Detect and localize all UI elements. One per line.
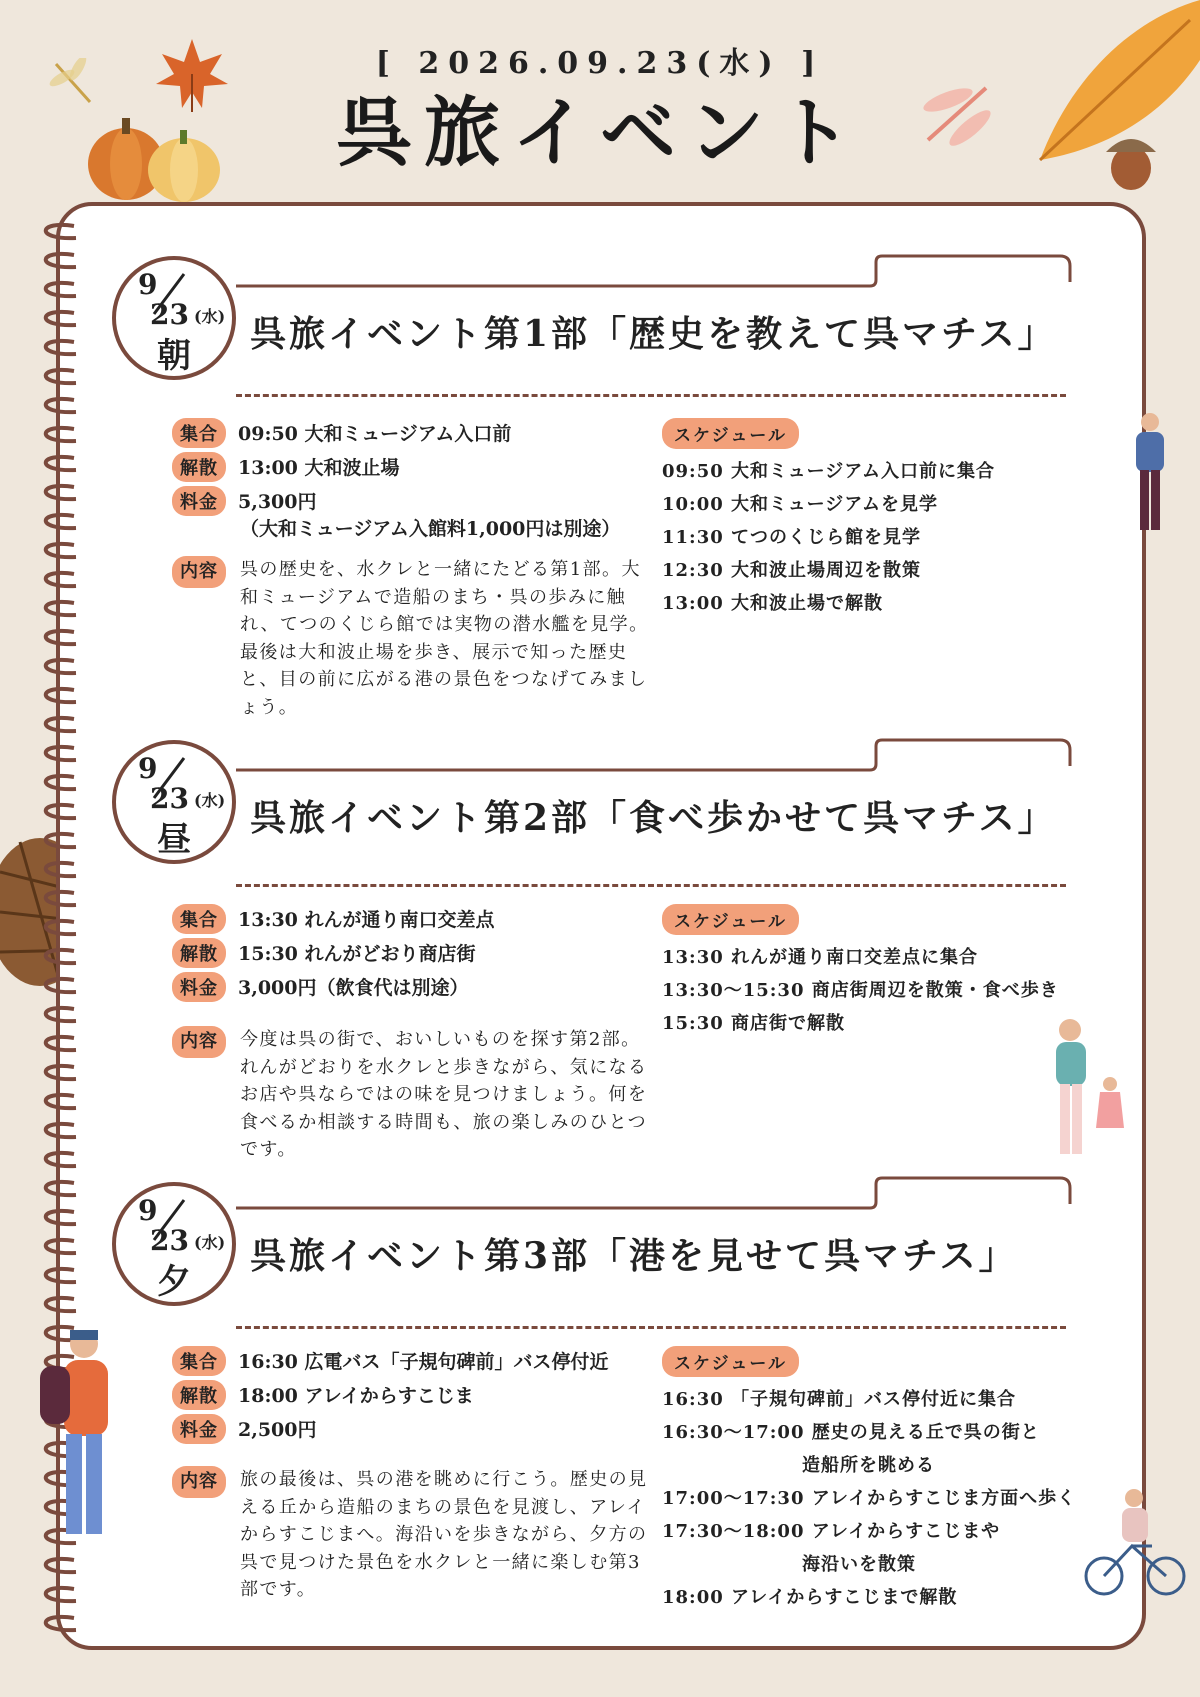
spiral-ring [46, 544, 76, 557]
desc-tag: 内容 [172, 556, 226, 588]
schedule-item: 09:50 大和ミュージアム入口前に集合 [662, 461, 996, 482]
end-value: 13:00 大和波止場 [238, 457, 400, 479]
walking-woman-illustration [1120, 410, 1180, 540]
desc-tag: 内容 [172, 1026, 226, 1058]
spiral-ring [46, 1066, 76, 1079]
spiral-ring [46, 486, 76, 499]
end-value: 18:00 アレイからすこじま [238, 1385, 474, 1407]
event-date: [ 2026.09.23(水) ] [375, 46, 825, 81]
fee-row [172, 972, 469, 1002]
spiral-ring [46, 892, 76, 905]
date-badge [112, 740, 236, 864]
spiral-ring [46, 950, 76, 963]
spiral-ring [46, 689, 76, 702]
schedule-item: 17:30～18:00 アレイからすこじまや [662, 1521, 1001, 1542]
schedule-item: 16:30～17:00 歴史の見える丘で呉の街と [662, 1422, 1040, 1443]
badge-day: 23 [150, 298, 189, 331]
schedule-item: 16:30 「子規句碑前」バス停付近に集合 [662, 1389, 1017, 1410]
schedule-item: 13:30 れんが通り南口交差点に集合 [662, 947, 979, 968]
spiral-ring [46, 660, 76, 673]
spiral-ring [46, 1037, 76, 1050]
meet-value: 09:50 大和ミュージアム入口前 [238, 423, 512, 445]
schedule-tag: スケジュール [662, 418, 799, 449]
cyclist-illustration [1082, 1486, 1192, 1606]
badge-weekday: (水) [194, 791, 226, 810]
date-badge [112, 256, 236, 380]
badge-day: 23 [150, 782, 189, 815]
schedule-tag: スケジュール [662, 1346, 799, 1377]
schedule-item: 17:00～17:30 アレイからすこじま方面へ歩く [662, 1488, 1077, 1509]
end-row [172, 1380, 474, 1410]
badge-time: 朝 [157, 336, 191, 376]
desc-text: 呉の歴史を、水クレと一緒にたどる第1部。大和ミュージアムで造船のまち・呉の歩みに触れ、てつのくじら館では実物の潜水艦を見学。最後は大和波止場を歩き、展示で知った歴史と、目の前に広がる港の景色をつなげてみましょう。 [240, 559, 649, 718]
spiral-ring [46, 225, 76, 238]
schedule [662, 1346, 1092, 1614]
schedule-item: 13:30～15:30 商店街周辺を散策・食べ歩き [662, 980, 1059, 1001]
section-title: 呉旅イベント第1部「歴史を教えて呉マチス」 [250, 313, 1057, 355]
spiral-ring [46, 1617, 76, 1630]
spiral-ring [46, 1008, 76, 1021]
end-tag: 解散 [172, 452, 226, 482]
spiral-ring [46, 1153, 76, 1166]
fee-tag: 料金 [172, 1414, 226, 1444]
description [172, 1026, 652, 1164]
fee-tag: 料金 [172, 972, 226, 1002]
backpacker-illustration [34, 1326, 124, 1546]
description [172, 556, 652, 721]
section-title: 呉旅イベント第2部「食べ歩かせて呉マチス」 [250, 797, 1057, 839]
schedule-item: 13:00 大和波止場で解散 [662, 593, 884, 614]
spiral-ring [46, 1124, 76, 1137]
dashed-divider [236, 884, 1066, 887]
schedule-item: 11:30 てつのくじら館を見学 [662, 527, 922, 548]
schedule [662, 904, 1092, 1040]
fee-note: （大和ミュージアム入館料1,000円は別途） [240, 518, 621, 540]
spiral-ring [46, 718, 76, 731]
schedule [662, 418, 1092, 620]
meet-tag: 集合 [172, 418, 226, 448]
meet-row [172, 1346, 609, 1376]
spiral-ring [46, 631, 76, 644]
badge-weekday: (水) [194, 307, 226, 326]
meet-value: 13:30 れんが通り南口交差点 [238, 909, 495, 931]
description [172, 1466, 652, 1604]
fee-value: 5,300円 [238, 491, 317, 513]
schedule-item: 12:30 大和波止場周辺を散策 [662, 560, 922, 581]
spiral-ring [46, 457, 76, 470]
pumpkin-icon [84, 106, 224, 206]
date-badge [112, 1182, 236, 1306]
fee-tag: 料金 [172, 486, 226, 516]
spiral-ring [46, 1559, 76, 1572]
meet-row [172, 904, 495, 934]
spiral-ring [46, 1588, 76, 1601]
desc-text: 旅の最後は、呉の港を眺めに行こう。歴史の見える丘から造船のまちの景色を見渡し、アレイからすこじまへ。海沿いを歩きながら、夕方の呉で見つけた景色を水クレと一緒に楽しむ第3部です。 [240, 1469, 648, 1600]
spiral-ring [46, 979, 76, 992]
fee-row [172, 486, 317, 516]
end-tag: 解散 [172, 938, 226, 968]
spiral-ring [46, 573, 76, 586]
end-tag: 解散 [172, 1380, 226, 1410]
spiral-ring [46, 428, 76, 441]
maple-leaf-icon [152, 34, 232, 114]
meet-row [172, 418, 511, 448]
badge-time: 夕 [157, 1262, 191, 1302]
badge-month: 9 [138, 752, 158, 785]
schedule-item: 15:30 商店街で解散 [662, 1013, 846, 1034]
dragonfly-icon [46, 58, 106, 108]
dashed-divider [236, 1326, 1066, 1329]
desc-tag: 内容 [172, 1466, 226, 1498]
meet-value: 16:30 広電バス「子規句碑前」バス停付近 [238, 1351, 609, 1373]
schedule-tag: スケジュール [662, 904, 799, 935]
fee-value: 3,000円（飲食代は別途） [238, 977, 469, 999]
end-value: 15:30 れんがどおり商店街 [238, 943, 476, 965]
section-title: 呉旅イベント第3部「港を見せて呉マチス」 [250, 1235, 1018, 1277]
spiral-ring [46, 921, 76, 934]
spiral-ring [46, 602, 76, 615]
fee-row [172, 1414, 317, 1444]
badge-day: 23 [150, 1224, 189, 1257]
badge-time: 昼 [157, 820, 191, 860]
end-row [172, 452, 400, 482]
acorn-icon [1096, 122, 1166, 192]
badge-month: 9 [138, 268, 158, 301]
dragonfly-icon [908, 70, 1008, 160]
badge-weekday: (水) [194, 1233, 226, 1252]
meet-tag: 集合 [172, 904, 226, 934]
schedule-item: 18:00 アレイからすこじまで解散 [662, 1587, 958, 1608]
schedule-item: 10:00 大和ミュージアムを見学 [662, 494, 939, 515]
fee-value: 2,500円 [238, 1419, 317, 1441]
schedule-item: 海沿いを散策 [802, 1554, 916, 1575]
page-title: 呉旅イベント [336, 88, 864, 177]
desc-text: 今度は呉の街で、おいしいものを探す第2部。れんがどおりを水クレと歩きながら、気になるお店や呉ならではの味を見つけましょう。何を食べるか相談する時間も、旅の楽しみのひとつです。 [240, 1029, 648, 1160]
badge-month: 9 [138, 1194, 158, 1227]
dashed-divider [236, 394, 1066, 397]
spiral-ring [46, 515, 76, 528]
end-row [172, 938, 476, 968]
meet-tag: 集合 [172, 1346, 226, 1376]
spiral-ring [46, 1095, 76, 1108]
schedule-item: 造船所を眺める [802, 1455, 935, 1476]
